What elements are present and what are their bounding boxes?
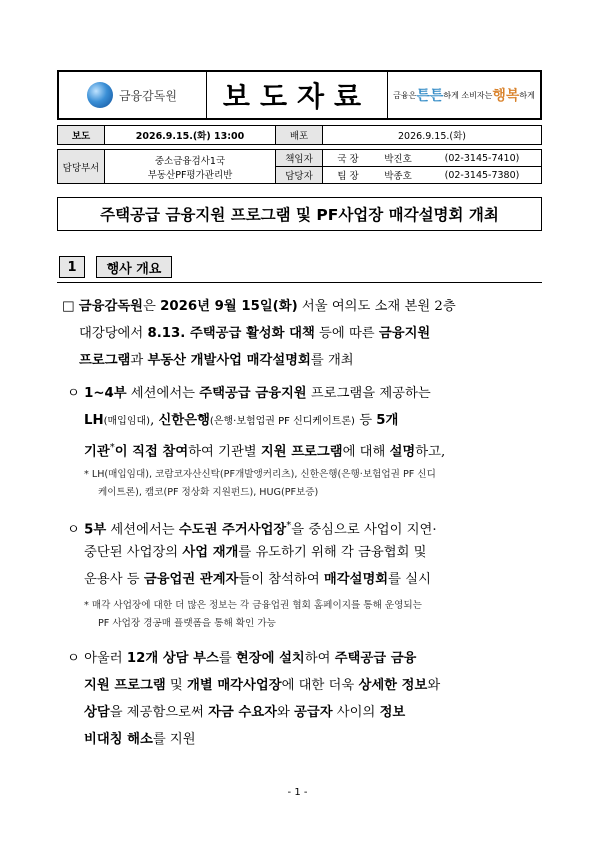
- text: *: [286, 520, 292, 531]
- text: 8.13. 주택공급 활성화 대책: [147, 326, 315, 341]
- text: 현장에 설치: [235, 651, 305, 666]
- text: 프로그램: [79, 353, 131, 368]
- text: 지원 프로그램: [84, 678, 166, 693]
- resp-label: 책임자: [276, 150, 323, 167]
- text: LH: [84, 413, 104, 428]
- text: 와: [427, 678, 441, 693]
- text: 운용사 등: [84, 572, 144, 587]
- resp-phone: (02-3145-7410): [423, 150, 542, 167]
- text: 과: [130, 353, 148, 368]
- page-number: - 1 -: [287, 787, 308, 798]
- text: 를 지원: [152, 732, 196, 747]
- slogan-post: 하게: [519, 90, 535, 100]
- press-release-title: 보도자료: [207, 72, 388, 118]
- text: 이 직접 참여: [114, 444, 189, 460]
- text: 에 대한 더욱: [281, 678, 359, 693]
- main-title: 주택공급 금융지원 프로그램 및 PF사업장 매각설명회 개최: [57, 197, 542, 231]
- release-info-table: [57, 125, 542, 145]
- text: 금융지원: [378, 326, 431, 341]
- text: □: [62, 299, 79, 314]
- text: 세션에서는: [106, 522, 179, 538]
- text: *: [109, 442, 115, 453]
- text: (은행·보험업권 PF 신디케이트론): [209, 416, 355, 427]
- slogan-mid: 하게 소비자는: [443, 90, 493, 100]
- text: 상담: [84, 705, 110, 720]
- text: 공급자: [294, 705, 333, 720]
- dist-value: 2026.9.15.(화): [323, 126, 542, 145]
- slogan-word-1: 튼튼: [416, 88, 444, 104]
- text: 2026년 9월 15일(화): [160, 299, 298, 314]
- text: 지원 프로그램: [260, 444, 343, 460]
- footnote-1-line-2: 케이트론), 캠코(PF 정상화 지원펀드), HUG(PF보증): [98, 487, 319, 498]
- contact-table: [57, 149, 542, 184]
- staff-phone: (02-3145-7380): [423, 167, 542, 184]
- footnote-1-line-1: * LH(매입임대), 코람코자산신탁(PF개발앵커리츠), 신한은행(은행·보험업권 PF 신디: [84, 469, 436, 480]
- paragraph-3-line-2: [84, 539, 427, 566]
- text: ㅇ 아울러: [67, 651, 127, 666]
- text: 을 중심으로 사업이 지연·: [291, 522, 437, 538]
- text: 자금 수요자: [208, 705, 277, 720]
- dept-line-1: 중소금융검사1국: [154, 155, 226, 167]
- dept-line-2: 부동산PF평가관리반: [147, 169, 233, 181]
- text: 설명: [389, 444, 416, 460]
- text: 은: [143, 299, 161, 314]
- text: 대강당에서: [79, 326, 148, 341]
- text: 프로그램을 제공하는: [306, 386, 431, 401]
- text: 매각설명회: [323, 572, 389, 587]
- text: 신한은행: [158, 413, 210, 428]
- text: 하고,: [415, 444, 446, 460]
- paragraph-1-line-1: [62, 293, 456, 320]
- footnote-2-line-2: PF 사업장 경공매 플랫폼을 통해 확인 가능: [98, 618, 276, 629]
- text: 상세한 정보: [358, 678, 428, 693]
- text: 중단된 사업장의: [84, 545, 183, 560]
- text: 등에 따른: [314, 326, 379, 341]
- text: 금융감독원: [78, 299, 144, 314]
- text: 5개: [376, 413, 399, 428]
- text: 비대칭 해소: [84, 732, 153, 747]
- logo-text: 금융감독원: [119, 88, 177, 103]
- text: 1~4부: [84, 386, 127, 401]
- text: 와: [276, 705, 295, 720]
- section-number: 1: [59, 256, 85, 278]
- release-value: 2026.9.15.(화) 13:00: [105, 126, 276, 145]
- text: (매입임대): [103, 416, 151, 427]
- text: 정보: [379, 705, 406, 720]
- text: 를 실시: [388, 572, 431, 587]
- text: 주택공급 금융: [334, 651, 417, 666]
- text: 부동산 개발사업 매각설명회: [147, 353, 311, 368]
- text: 에 대해: [342, 444, 390, 460]
- text: 기관: [84, 444, 110, 460]
- text: 금융업권 관계자: [143, 572, 239, 587]
- globe-logo-icon: [87, 82, 113, 108]
- resp-name: 박진호: [373, 150, 423, 167]
- dept-label: 담당부서: [58, 150, 105, 184]
- text: 주택공급 금융지원: [199, 386, 307, 401]
- text: 등: [354, 413, 377, 428]
- text: ,: [150, 413, 159, 428]
- text: 하여 기관별: [188, 444, 261, 460]
- paragraph-1-line-2: [79, 320, 430, 347]
- dept-value: [105, 150, 276, 184]
- paragraph-2-line-2: [84, 407, 398, 435]
- press-release-header: [57, 70, 542, 120]
- text: 를 개최: [310, 353, 354, 368]
- dist-label: 배포: [276, 126, 323, 145]
- section-title: 행사 개요: [96, 256, 172, 278]
- release-label: 보도: [58, 126, 105, 145]
- text: 들이 참석하여: [238, 572, 324, 587]
- text: 개별 매각사업장: [187, 678, 282, 693]
- footnote-2-line-1: * 매각 사업장에 대한 더 많은 정보는 각 금융업권 협회 홈페이지를 통해 운영되는: [84, 600, 422, 611]
- paragraph-3-line-3: [84, 566, 431, 593]
- text: 를: [218, 651, 236, 666]
- slogan-pre: 금융은: [393, 90, 417, 100]
- text: 및: [165, 678, 188, 693]
- paragraph-4-line-2: [84, 672, 440, 699]
- staff-title: 팀 장: [323, 167, 374, 184]
- staff-name: 박종호: [373, 167, 423, 184]
- paragraph-2-line-1: [67, 380, 431, 407]
- slogan-word-2: 행복: [492, 88, 520, 104]
- text: 12개 상담 부스: [126, 651, 219, 666]
- fss-logo: [59, 72, 207, 118]
- text: 서울 여의도 소재 본원 2층: [297, 299, 456, 314]
- text: 하여: [304, 651, 335, 666]
- slogan: [388, 72, 540, 118]
- text: 수도권 주거사업장: [178, 522, 287, 538]
- paragraph-2-line-3: [84, 434, 445, 465]
- text: 사업 재개: [182, 545, 239, 560]
- text: 을 제공함으로써: [109, 705, 209, 720]
- text: 를 유도하기 위해 각 금융협회 및: [238, 545, 427, 560]
- text: ㅇ: [67, 386, 85, 401]
- staff-label: 담당자: [276, 167, 323, 184]
- section-divider: [57, 282, 542, 283]
- paragraph-1-line-3: [79, 347, 354, 374]
- text: 세션에서는: [126, 386, 200, 401]
- paragraph-4-line-4: [84, 726, 196, 753]
- paragraph-4-line-1: [67, 645, 416, 672]
- text: 사이의: [332, 705, 380, 720]
- text: 5부: [84, 522, 107, 538]
- text: ㅇ: [67, 522, 85, 538]
- paragraph-4-line-3: [84, 699, 405, 726]
- resp-title: 국 장: [323, 150, 374, 167]
